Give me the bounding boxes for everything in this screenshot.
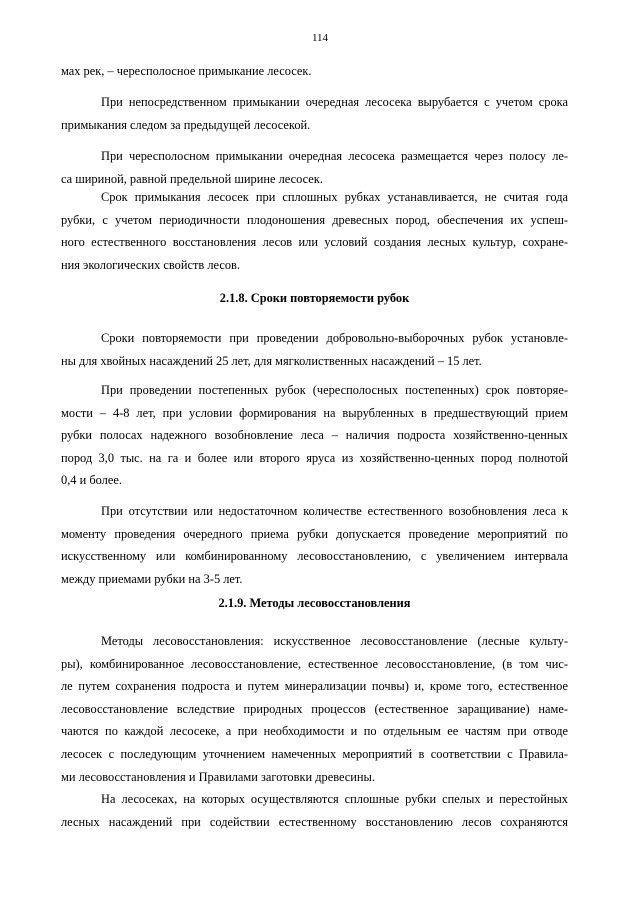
text-line: На лесосеках, на которых осуществляются сплошные рубки спелых и перестойных <box>101 792 568 806</box>
paragraph-9 <box>61 788 568 833</box>
paragraph-3 <box>61 145 568 190</box>
text-line: между приемами рубки на 3-5 лет. <box>61 571 243 586</box>
text-line: рубки полосах надежного возобновление леса – наличия подроста хозяйственно-ценных <box>61 428 568 443</box>
section-heading: 2.1.8. Сроки повторяемости рубок <box>219 291 410 305</box>
paragraph-4 <box>61 186 568 276</box>
text-line: При чересполосном примыкании очередная лесосека размещается через полосу ле- <box>101 149 568 163</box>
text-line: мости – 4-8 лет, при условии формирования на вырубленных в предшествующий прием <box>61 405 568 420</box>
text-line: ного естественного восстановления лесов или условий создания лесных культур, сохране- <box>61 235 568 250</box>
text-line: При отсутствии или недостаточном количестве естественного возобновления леса к <box>101 504 568 518</box>
text-line: примыкания следом за предыдущей лесосекой. <box>61 117 311 132</box>
text-line: чаются по каждой лесосеке, а при необходимости и по отдельным ее частям при отводе <box>61 724 568 739</box>
text-line: лесовосстановление вследствие природных процессов (естественное заращивание) наме- <box>61 701 568 716</box>
paragraph-1 <box>61 60 568 83</box>
text-line: При непосредственном примыкании очередная лесосека вырубается с учетом срока <box>101 95 568 109</box>
text-line: лесных насаждений при содействии естественному восстановлению лесов сохраняются <box>61 814 568 829</box>
text-line: са шириной, равной предельной ширине лесосек. <box>61 171 323 186</box>
text-line: ны для хвойных насаждений 25 лет, для мягколиственных насаждений – 15 лет. <box>61 353 482 368</box>
text-line: При проведении постепенных рубок (чересполосных постепенных) срок повторяе- <box>101 383 568 397</box>
page-number: 114 <box>311 32 329 44</box>
section-heading-2-1-8 <box>61 287 568 310</box>
paragraph-7 <box>61 500 568 590</box>
section-heading: 2.1.9. Методы лесовосстановления <box>218 596 411 610</box>
text-line: Методы лесовосстановления: искусственное лесовосстановление (лесные культу- <box>101 634 568 648</box>
paragraph-2 <box>61 91 568 136</box>
text-line: ры), комбинированное лесовосстановление, естественное лесовосстановление, (в том чис- <box>61 656 568 671</box>
text-line: рубки, с учетом периодичности плодоношения древесных пород, обеспечения их успеш- <box>61 212 568 227</box>
text-line: моменту проведения очередного приема рубки допускается проведение мероприятий по <box>61 526 568 541</box>
text-line: искусственному или комбинированному лесовосстановлению, с увеличением интервала <box>61 549 568 564</box>
paragraph-5 <box>61 327 568 372</box>
paragraph-6 <box>61 379 568 492</box>
text-line: ле путем сохранения подроста и путем минерализации почвы) и, кроме того, естественное <box>61 679 568 694</box>
text-line: ми лесовосстановления и Правилами заготовки древесины. <box>61 769 375 784</box>
text-line: Срок примыкания лесосек при сплошных рубках устанавливается, не считая года <box>101 190 568 204</box>
paragraph-8 <box>61 630 568 788</box>
text-line: 0,4 и более. <box>61 473 122 488</box>
text-line: лесосек с последующим уточнением намеченных мероприятий в соответствии с Правила- <box>61 746 568 761</box>
text-line: пород 3,0 тыс. на га и более или второго яруса из хозяйственно-ценных пород полнотой <box>61 450 568 465</box>
text-line: мах рек, – чересполосное примыкание лесосек. <box>61 64 312 78</box>
text-line: Сроки повторяемости при проведении добровольно-выборочных рубок установле- <box>101 331 568 345</box>
section-heading-2-1-9 <box>61 592 568 615</box>
text-line: ния экологических свойств лесов. <box>61 257 240 272</box>
